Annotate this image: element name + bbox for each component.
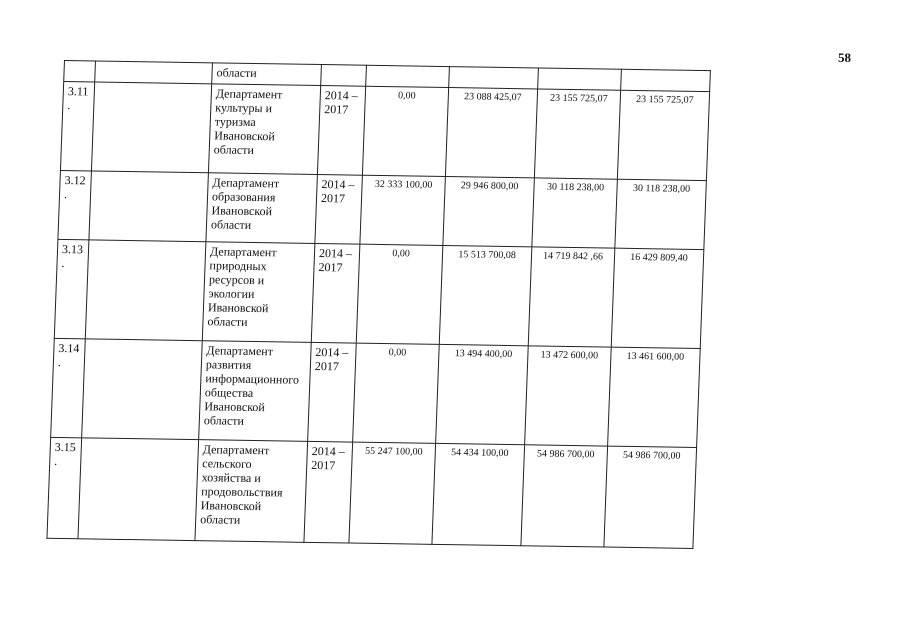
value-cell: 14 719 842 ,66 — [528, 247, 615, 347]
period: 2014 – 2017 — [317, 86, 365, 176]
table-row — [47, 437, 697, 548]
period: 2014 – 2017 — [304, 441, 353, 543]
table-row — [58, 170, 706, 249]
department-name: Департамент образования Ивановской области — [206, 173, 318, 244]
cell-blank — [85, 240, 206, 341]
cell-value — [621, 69, 711, 91]
cell-blank — [91, 82, 211, 173]
row-number: 3.15 . — [47, 437, 82, 538]
value-cell: 54 986 700,00 — [604, 446, 697, 548]
value-cell: 55 247 100,00 — [349, 442, 436, 544]
table-row — [60, 81, 709, 180]
page-number: 58 — [838, 50, 851, 65]
cell-num — [64, 61, 96, 82]
cell-blank — [78, 438, 199, 541]
value-cell: 15 513 700,08 — [439, 245, 532, 345]
value-cell: 13 494 400,00 — [436, 344, 529, 444]
department-name: Департамент природных ресурсов и экологии Ивановской области — [202, 242, 315, 343]
cell-dept: области — [212, 63, 322, 86]
period: 2014 – 2017 — [315, 174, 363, 244]
value-cell: 23 088 425,07 — [445, 88, 537, 178]
value-cell: 54 434 100,00 — [432, 443, 525, 545]
value-cell: 23 155 725,07 — [534, 89, 620, 179]
budget-table — [46, 60, 710, 549]
department-name: Департамент развития информационного общества Ивановской области — [199, 341, 312, 442]
row-number: 3.12 . — [58, 170, 92, 239]
value-cell: 16 429 809,40 — [611, 248, 704, 348]
value-cell: 32 333 100,00 — [360, 175, 446, 245]
cell-period — [321, 65, 367, 87]
value-cell: 0,00 — [353, 343, 440, 443]
cell-value — [538, 68, 622, 90]
value-cell: 13 472 600,00 — [525, 346, 612, 446]
row-number: 3.11 . — [60, 81, 94, 170]
table-row — [54, 239, 704, 348]
department-name: Департамент сельского хозяйства и продовольствия Ивановской области — [195, 440, 308, 543]
value-cell: 23 155 725,07 — [617, 90, 709, 180]
department-name: Департамент культуры и туризма Ивановской области — [208, 84, 320, 175]
value-cell: 54 986 700,00 — [521, 445, 608, 547]
cell-blank — [89, 171, 209, 242]
row-number: 3.14 . — [51, 338, 86, 437]
period: 2014 – 2017 — [311, 243, 360, 343]
value-cell: 29 946 800,00 — [443, 177, 535, 247]
period: 2014 – 2017 — [308, 342, 357, 442]
value-cell: 30 118 238,00 — [615, 179, 707, 249]
document-sheet — [46, 60, 710, 549]
cell-blank — [82, 339, 203, 440]
value-cell: 0,00 — [356, 244, 443, 344]
row-number: 3.13 . — [54, 239, 89, 338]
table-row — [51, 338, 701, 447]
cell-value — [449, 67, 539, 89]
value-cell: 0,00 — [362, 86, 448, 176]
value-cell: 30 118 238,00 — [532, 178, 618, 248]
cell-value — [366, 65, 450, 87]
value-cell: 13 461 600,00 — [608, 347, 701, 447]
cell-blank — [95, 61, 213, 84]
